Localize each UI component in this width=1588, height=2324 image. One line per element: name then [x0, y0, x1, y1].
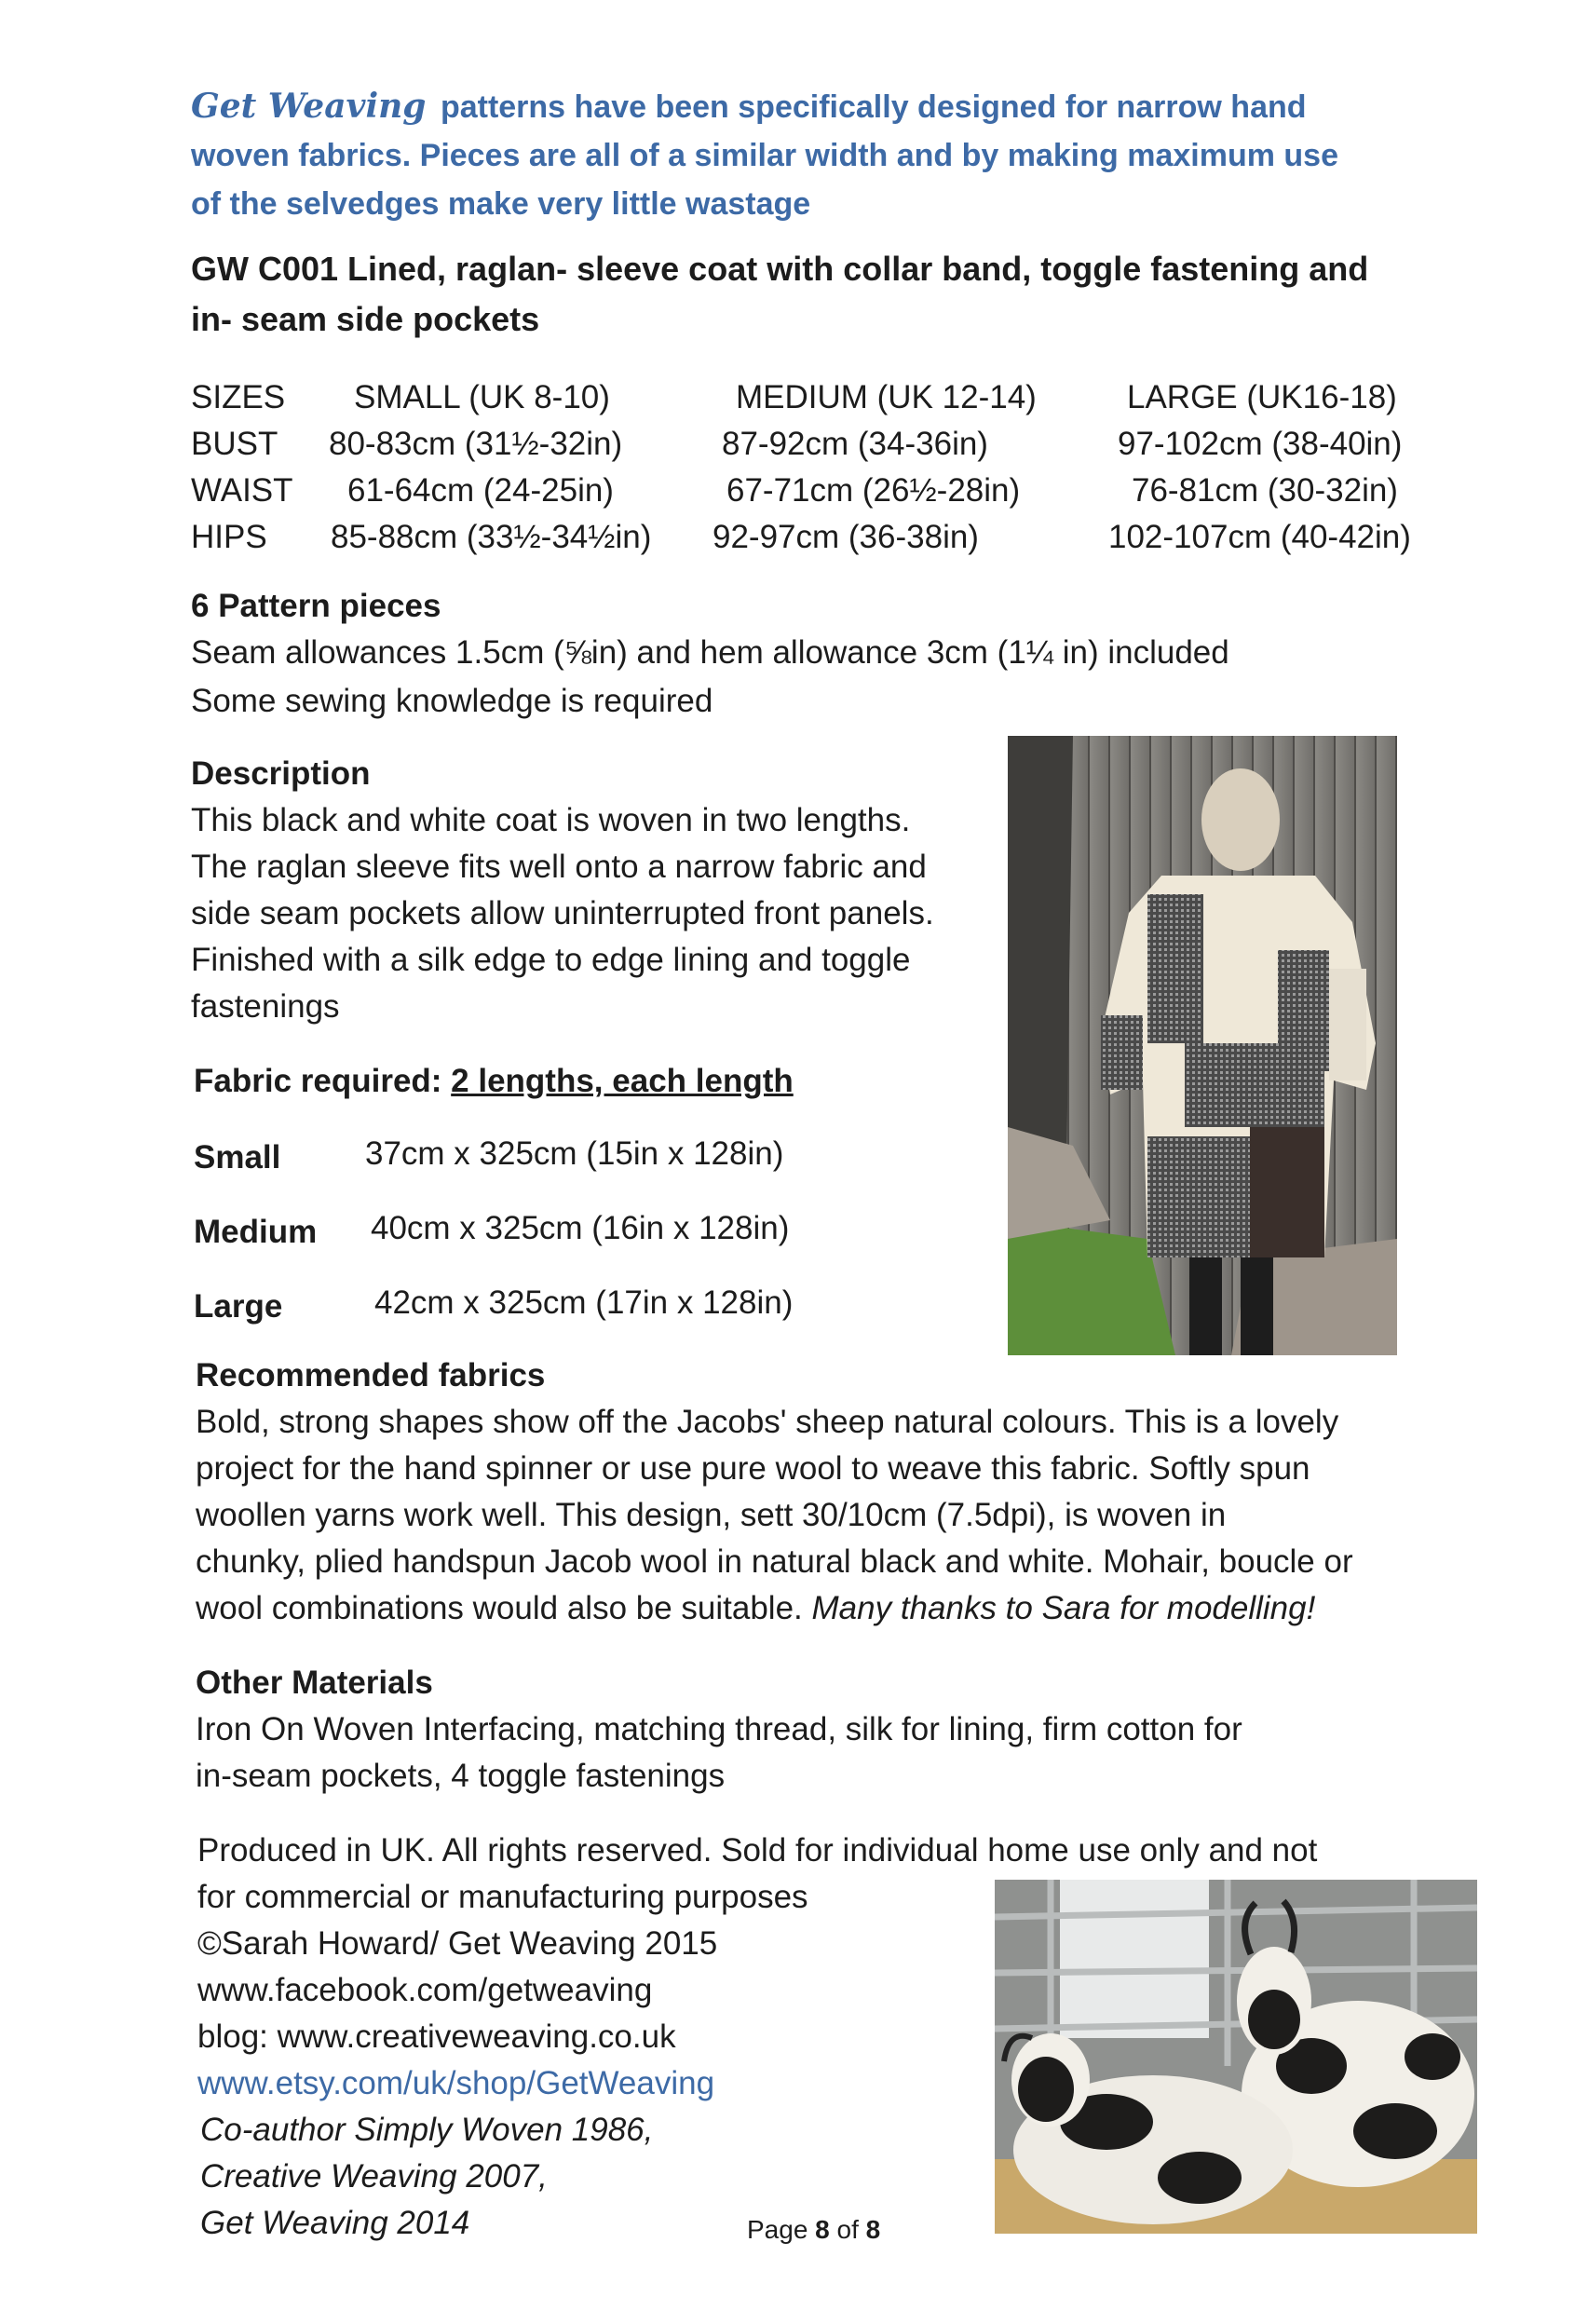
title-line-1: GW C001 Lined, raglan- sleeve coat with collar band, toggle fastening and	[191, 250, 1369, 288]
book-credit-2: Creative Weaving 2007,	[200, 2158, 548, 2195]
description-line-3: side seam pockets allow uninterrupted front panels.	[191, 895, 934, 931]
rights-line-2: for commercial or manufacturing purposes	[197, 1879, 808, 1915]
pattern-title	[191, 244, 1430, 345]
fabric-heading-prefix: Fabric required:	[194, 1063, 452, 1099]
recommended-line-5	[196, 1589, 1315, 1628]
intro-line-2: woven fabrics. Pieces are all of a similar width and by making maximum use	[191, 138, 1339, 173]
waist-large: 76-81cm (30-32in)	[1132, 472, 1398, 509]
sheep-photo	[995, 1880, 1477, 2234]
fabric-size-large: Large	[194, 1288, 283, 1325]
pattern-line-1: Seam allowances 1.5cm (⅝in) and hem allowance 3cm (1¼ in) included	[191, 634, 1229, 671]
description-line-2: The raglan sleeve fits well onto a narrow fabric and	[191, 849, 927, 885]
other-materials-line-1: Iron On Woven Interfacing, matching thread, silk for lining, firm cotton for	[196, 1711, 1242, 1747]
hips-row	[191, 514, 1425, 561]
recommended-line-2: project for the hand spinner or use pure wool to weave this fabric. Softly spun	[196, 1450, 1310, 1487]
fabric-heading	[194, 1062, 794, 1101]
fabric-size-medium: Medium	[194, 1214, 318, 1250]
recommended-line-4: chunky, plied handspun Jacob wool in natural black and white. Mohair, boucle or	[196, 1543, 1353, 1580]
row-label: WAIST	[191, 472, 293, 509]
fabric-dims-small: 37cm x 325cm (15in x 128in)	[365, 1135, 784, 1172]
copyright: ©Sarah Howard/ Get Weaving 2015	[197, 1925, 718, 1962]
page-total: 8	[865, 2215, 881, 2244]
description-line-5: fastenings	[191, 988, 340, 1025]
recommended-line-3: woollen yarns work well. This design, sett 30/10cm (7.5dpi), is woven in	[196, 1497, 1227, 1533]
recommended-last-line: wool combinations would also be suitable.	[196, 1590, 803, 1626]
intro-text	[191, 82, 1430, 228]
row-label: HIPS	[191, 519, 267, 555]
fabric-heading-underlined: 2 lengths, each length	[451, 1063, 794, 1099]
brand-logo-text: Get Weaving	[191, 87, 427, 126]
bust-medium: 87-92cm (34-36in)	[722, 426, 988, 462]
medium-header: MEDIUM (UK 12-14)	[736, 379, 1037, 415]
other-materials-line-2: in-seam pockets, 4 toggle fastenings	[196, 1758, 726, 1794]
page-number	[747, 2215, 880, 2245]
rights-line-1: Produced in UK. All rights reserved. Sold for individual home use only and not	[197, 1832, 1318, 1869]
page-prefix: Page	[747, 2215, 816, 2244]
recommended-heading: Recommended fabrics	[196, 1357, 546, 1393]
pattern-heading: 6 Pattern pieces	[191, 588, 441, 624]
hips-large: 102-107cm (40-42in)	[1108, 519, 1411, 555]
description-line-1: This black and white coat is woven in two lengths.	[191, 802, 911, 838]
book-credit-3: Get Weaving 2014	[200, 2205, 470, 2241]
fabric-size-small: Small	[194, 1139, 281, 1176]
page-current: 8	[815, 2215, 830, 2244]
waist-row	[191, 468, 1425, 514]
row-label: BUST	[191, 426, 278, 462]
intro-line-1: patterns have been specifically designed for narrow hand	[440, 89, 1307, 125]
recommended-line-1: Bold, strong shapes show off the Jacobs' sheep natural colours. This is a lovely	[196, 1404, 1339, 1440]
bust-row	[191, 421, 1425, 468]
hips-small: 85-88cm (33½-34½in)	[331, 519, 652, 555]
bust-small: 80-83cm (31½-32in)	[329, 426, 623, 462]
bust-large: 97-102cm (38-40in)	[1118, 426, 1403, 462]
sizes-table	[191, 374, 1425, 561]
book-credit-1: Co-author Simply Woven 1986,	[200, 2112, 654, 2148]
blog-link[interactable]: blog: www.creativeweaving.co.uk	[197, 2018, 676, 2055]
hips-medium: 92-97cm (36-38in)	[713, 519, 979, 555]
waist-medium: 67-71cm (26½-28in)	[726, 472, 1021, 509]
pattern-line-2: Some sewing knowledge is required	[191, 683, 713, 719]
title-line-2: in- seam side pockets	[191, 300, 540, 338]
large-header: LARGE (UK16-18)	[1127, 379, 1397, 415]
fabric-dims-large: 42cm x 325cm (17in x 128in)	[374, 1284, 794, 1321]
description-line-4: Finished with a silk edge to edge lining and toggle	[191, 942, 911, 978]
description-heading: Description	[191, 755, 371, 792]
waist-small: 61-64cm (24-25in)	[347, 472, 614, 509]
sizes-header-row	[191, 374, 1425, 421]
facebook-link[interactable]: www.facebook.com/getweaving	[197, 1972, 653, 2008]
sizes-header: SIZES	[191, 379, 286, 415]
coat-photo	[1008, 736, 1397, 1355]
page-of: of	[829, 2215, 866, 2244]
other-materials-heading: Other Materials	[196, 1665, 433, 1701]
fabric-dims-medium: 40cm x 325cm (16in x 128in)	[371, 1210, 790, 1246]
etsy-link[interactable]: www.etsy.com/uk/shop/GetWeaving	[197, 2065, 715, 2101]
small-header: SMALL (UK 8-10)	[354, 379, 610, 415]
modelling-thanks: Many thanks to Sara for modelling!	[811, 1590, 1316, 1626]
intro-line-3: of the selvedges make very little wastage	[191, 186, 811, 222]
